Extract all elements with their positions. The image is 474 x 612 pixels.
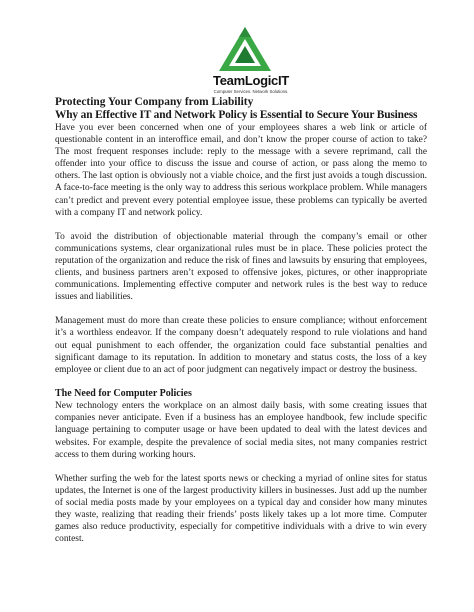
teamlogic-logo bbox=[196, 26, 306, 96]
paragraph-new-technology: New technology enters the workplace on an almost daily basis, with some creating issues that companies never anticipate. Even if a business has an employee handbook, few include specific language pertaining to computer usage or have been updated to deal with the latest devices and websites. For example, despite the prevalence of social media sites, not many companies restrict access to them during working hours. bbox=[55, 401, 427, 460]
document-body bbox=[55, 96, 427, 545]
document-subtitle: Why an Effective IT and Network Policy is Essential to Secure Your Business bbox=[55, 109, 418, 121]
section-heading: The Need for Computer Policies bbox=[55, 387, 192, 399]
triangle-logo-icon bbox=[218, 26, 272, 72]
paragraph-gap bbox=[55, 461, 427, 473]
paragraph-intro: Have you ever been concerned when one of your employees shares a web link or article of questionable content in an interoffice email, and don’t know the proper course of action to take? The most frequent responses include: reply to the message with a severe reprimand, call the offender into your office to discuss the issue and course of action, or pass along the memo to others. The last option is obviously not a viable choice, and the first just avoids a tough discussion. A face-to-face meeting is the only way to address this serious workplace problem. While managers can’t predict and prevent every potential employee issue, these problems can typically be averted with a company IT and network policy. bbox=[55, 123, 427, 218]
paragraph-productivity: Whether surfing the web for the latest sports news or checking a myriad of online sites for status updates, the Internet is one of the largest productivity killers in businesses. Just add up the number of social media posts made by your employees on a typical day and consider how many minutes they waste, realizing that reading their friends’ posts likely takes up a lot more time. Computer games also reduce productivity, especially for competitive individuals with a drive to win every contest. bbox=[55, 473, 427, 545]
logo-tagline: Computer Services. Network Solutions. bbox=[213, 89, 289, 94]
document-title: Protecting Your Company from Liability bbox=[55, 96, 254, 108]
paragraph-gap bbox=[55, 303, 427, 315]
logo-brand-main: TeamLogic bbox=[213, 73, 278, 88]
paragraph-gap bbox=[55, 376, 427, 388]
paragraph-gap bbox=[55, 219, 427, 231]
paragraph-enforcement: Management must do more than create these policies to ensure compliance; without enforcement it’s a worthless endeavor. If the company doesn’t adequately respond to rule violations and hand out equal punishment to each offender, the organization could face substantial penalties and significant damage to its reputation. In addition to monetary and status costs, the loss of a key employee or client due to an act of poor judgment can negatively impact or destroy the business. bbox=[55, 316, 427, 375]
logo-brand-it: IT bbox=[278, 73, 289, 88]
paragraph-policies: To avoid the distribution of objectionable material through the company’s email or other communications systems, clear organizational rules must be in place. These policies protect the reputation of the organization and reduce the risk of fines and lawsuits by ensuring that employees, clients, and business partners aren’t exposed to offensive jokes, pictures, or other inappropriate communications. Implementing effective computer and network rules is the best way to reduce issues and liabilities. bbox=[55, 231, 427, 303]
logo-wordmark bbox=[196, 73, 306, 88]
